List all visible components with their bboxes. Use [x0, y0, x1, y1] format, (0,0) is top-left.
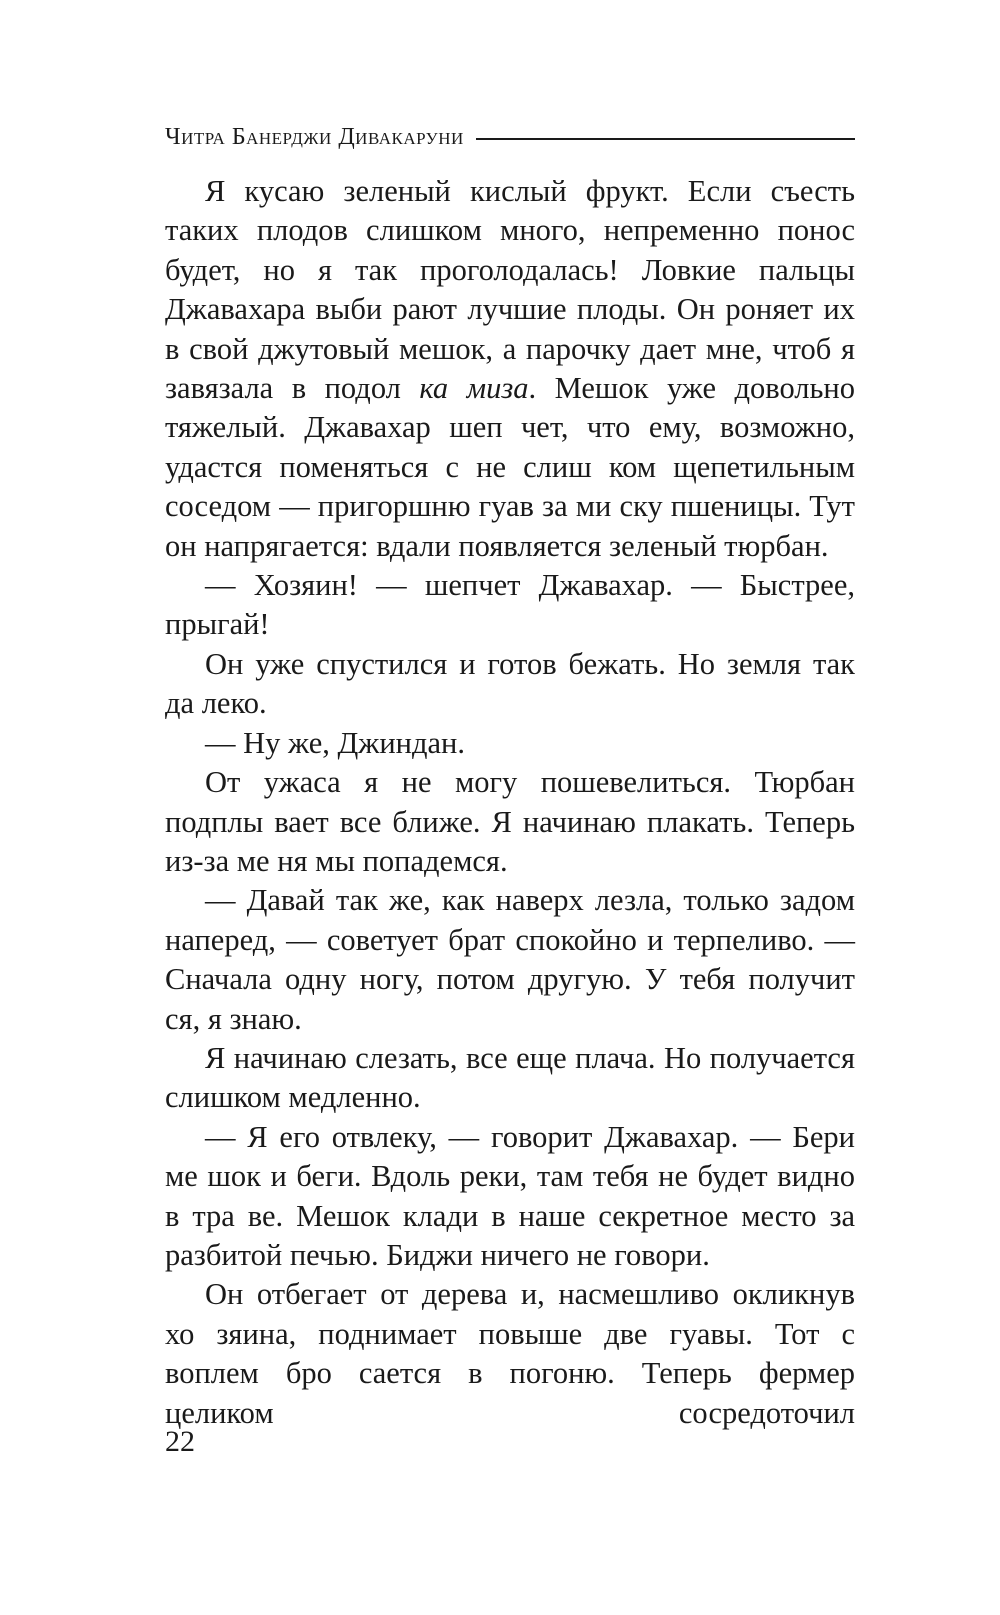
- text-line: вает все ближе. Я начинаю плакать. Теперь из-за ме: [165, 804, 855, 878]
- running-header: [165, 122, 855, 152]
- paragraph: [165, 566, 855, 645]
- text-line: Я начинаю слезать, все еще плача. Но получается: [205, 1040, 855, 1075]
- text-line: — Хозяин! — шепчет Джавахар. — Быстрее,: [205, 568, 855, 603]
- text-line: сается в погоню. Теперь фермер целиком сосредоточил: [165, 1356, 855, 1430]
- text-line: . Мешок уже довольно тяжелый. Джавахар шеп: [165, 371, 856, 445]
- paragraph: [165, 881, 855, 1039]
- paragraph: [165, 1118, 855, 1276]
- header-rule: [476, 138, 855, 140]
- paragraph-last-line: ня мы попадемся.: [277, 843, 508, 878]
- paragraph-last-line: ся, я знаю.: [165, 1001, 302, 1036]
- text-line: — Давай так же, как наверх лезла, только задом: [205, 883, 855, 918]
- paragraph: [165, 172, 855, 566]
- text-line: зяина, поднимает повыше две гуавы. Тот с воплем бро: [165, 1316, 856, 1391]
- page-number: 22: [165, 1425, 195, 1458]
- text-line: я так проголодалась! Ловкие пальцы Джавахара выби: [165, 252, 855, 327]
- text-line: наперед, — советует брат спокойно и терпеливо. —: [165, 922, 855, 957]
- paragraph: [165, 1275, 855, 1433]
- text-line: плодов слишком много, непременно понос будет, но: [165, 213, 856, 287]
- paragraph-last-line: печью. Биджи ничего не говори.: [289, 1237, 710, 1272]
- paragraph: [165, 1039, 855, 1118]
- italic-word-part: миза: [466, 371, 529, 406]
- text-line: ску пшеницы. Тут он напрягается: вдали появляется: [165, 489, 855, 563]
- paragraph: [165, 645, 855, 724]
- text-line: Сначала одну ногу, потом другую. У тебя получит: [165, 962, 855, 997]
- paragraph-last-line: — Ну же, Джиндан.: [205, 725, 466, 760]
- running-head-author: Читра Банерджи Дивакаруни: [165, 123, 464, 150]
- text-line: ве. Мешок клади в наше секретное место за разбитой: [165, 1198, 856, 1272]
- text-line: Он уже спустился и готов бежать. Но земля так да: [165, 646, 855, 721]
- text-line: Он отбегает от дерева и, насмешливо окликнув хо: [165, 1277, 855, 1351]
- body-text: [165, 172, 855, 1433]
- text-line: ком щепетильным соседом — пригоршню гуав за ми: [165, 449, 855, 524]
- paragraph-last-line: прыгай!: [165, 607, 270, 642]
- text-line: чет, что ему, возможно, удастся поменяться с не слиш: [165, 410, 855, 484]
- text-line: рают лучшие плоды. Он роняет их в свой джутовый: [165, 292, 855, 366]
- paragraph: [165, 763, 855, 881]
- paragraph-last-line: слишком медленно.: [165, 1080, 421, 1115]
- paragraph: [165, 724, 855, 763]
- paragraph-last-line: зеленый тюрбан.: [609, 528, 829, 563]
- paragraph-last-line: леко.: [201, 686, 267, 721]
- italic-word-part: ка: [419, 371, 449, 406]
- text-line: шок и беги. Вдоль реки, там тебя не будет видно в тра: [165, 1159, 855, 1233]
- text-line: мешок, а парочку дает мне, чтоб я завязала в подол: [165, 331, 855, 406]
- text-line: — Я его отвлеку, — говорит Джавахар. — Бери ме: [165, 1119, 855, 1194]
- text-line: Я кусаю зеленый кислый фрукт. Если съесть таких: [165, 174, 855, 248]
- text-line: От ужаса я не могу пошевелиться. Тюрбан подплы: [165, 765, 855, 839]
